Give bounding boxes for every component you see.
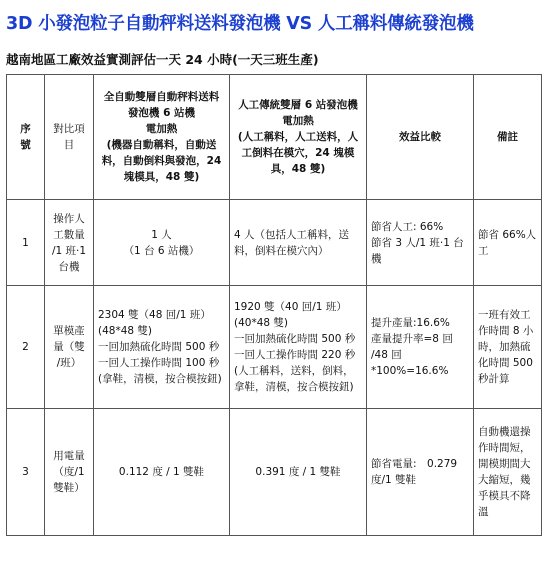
header-auto-machine: 全自動雙層自動秤料送料 發泡機 6 站機 電加熱 (機器自動稱料，自動送料，自動倒料與發泡，24 塊模具，48 雙) — [94, 75, 230, 200]
cell-item: 單模產 量（雙 /班） — [45, 286, 94, 409]
cell-benefit: 節省電量: 0.279 度/1 雙鞋 — [367, 409, 474, 536]
cell-manual: 1920 雙（40 回/1 班） (40*48 雙) 一回加熱硫化時間 500 秒 一回人工操作時間 220 秒 (人工稱料，送料，倒料，拿鞋，清模，按合模按鈕) — [230, 286, 367, 409]
cell-manual: 0.391 度 / 1 雙鞋 — [230, 409, 367, 536]
cell-note: 節省 66%人工 — [474, 200, 542, 286]
cell-auto: 2304 雙（48 回/1 班） (48*48 雙) 一回加熱硫化時間 500 秒 一回人工操作時間 100 秒 (拿鞋，清模，按合模按鈕) — [94, 286, 230, 409]
table-header-row — [7, 75, 542, 200]
cell-item: 操作人 工數量 /1 班·1 台機 — [45, 200, 94, 286]
page-subtitle: 越南地區工廠效益實測評估一天 24 小時(一天三班生產) — [6, 52, 319, 67]
cell-benefit: 提升產量:16.6% 產量提升率=8 回 /48 回 *100%=16.6% — [367, 286, 474, 409]
page-title: 3D 小發泡粒子自動秤料送料發泡機 VS 人工稱料傳統發泡機 — [6, 14, 474, 34]
cell-no: 1 — [7, 200, 45, 286]
cell-auto: 1 人 （1 台 6 站機） — [94, 200, 230, 286]
table-row — [7, 286, 542, 409]
header-item: 對比項 目 — [45, 75, 94, 200]
cell-note: 自動機還操作時間短，開模期間大大縮短，幾乎模具不降溫 — [474, 409, 542, 536]
header-note: 備註 — [474, 75, 542, 200]
cell-note: 一班有效工作時間 8 小時，加熱硫化時間 500 秒計算 — [474, 286, 542, 409]
comparison-table — [6, 74, 542, 536]
cell-no: 3 — [7, 409, 45, 536]
table-row — [7, 409, 542, 536]
cell-benefit: 節省人工: 66% 節省 3 人/1 班·1 台機 — [367, 200, 474, 286]
cell-item: 用電量 （度/1 雙鞋） — [45, 409, 94, 536]
header-no: 序 號 — [7, 75, 45, 200]
header-manual-machine: 人工傳統雙層 6 站發泡機 電加熱 (人工稱料，人工送料，人工倒料在模穴，24 塊模具，48 雙) — [230, 75, 367, 200]
cell-auto: 0.112 度 / 1 雙鞋 — [94, 409, 230, 536]
table-row — [7, 200, 542, 286]
cell-no: 2 — [7, 286, 45, 409]
header-benefit: 效益比較 — [367, 75, 474, 200]
cell-manual: 4 人（包括人工稱料，送料，倒料在模穴內） — [230, 200, 367, 286]
